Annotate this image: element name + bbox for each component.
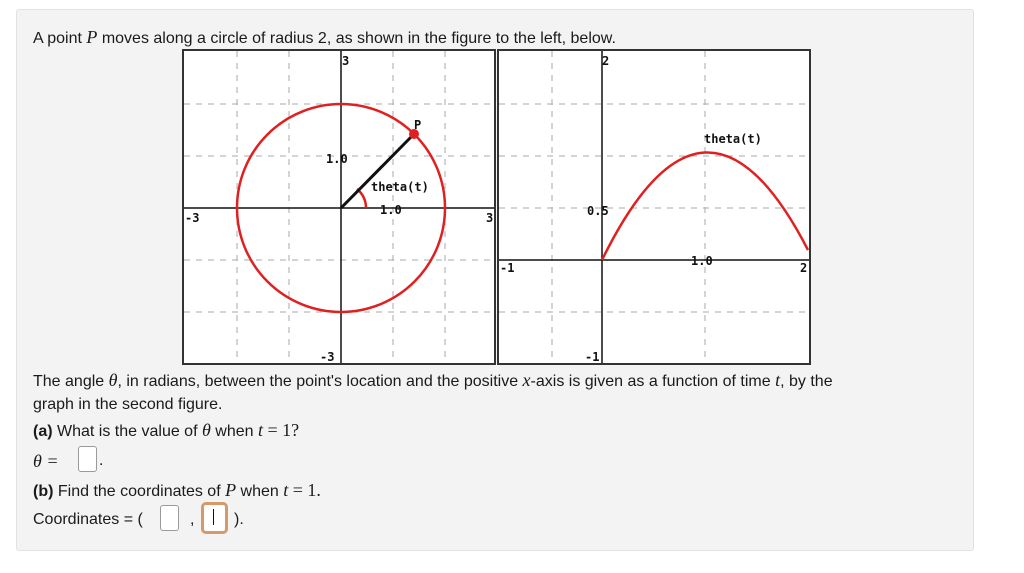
theta-graph-svg	[499, 51, 809, 363]
label-tick-y: 1.0	[326, 152, 348, 166]
coordinates-label: Coordinates = (	[33, 511, 143, 528]
label2-tick-x: 1.0	[691, 254, 713, 268]
label-angle: theta(t)	[371, 180, 429, 194]
label2-xright: 2	[800, 261, 808, 275]
part-a-question: (a) What is the value of θ when t = 1?	[33, 420, 300, 440]
label2-xleft: -1	[500, 261, 515, 275]
coordinates-comma: ,	[190, 511, 195, 528]
circle-figure-svg	[184, 51, 494, 363]
label2-curve: theta(t)	[704, 132, 762, 146]
label-xright: 3	[486, 211, 494, 225]
label-tick-x: 1.0	[380, 203, 402, 217]
circle-figure	[182, 49, 496, 365]
label-xleft: -3	[185, 211, 200, 225]
label-ybottom: -3	[320, 350, 335, 363]
y-coordinate-input[interactable]	[201, 502, 228, 534]
label2-ytop: 2	[602, 54, 610, 68]
theta-equals-label: θ =	[33, 451, 59, 471]
description-line-1: The angle θ, in radians, between the point's location and the positive x-axis is given as a function of time t, by the	[33, 370, 833, 390]
label-ytop: 3	[342, 54, 350, 68]
label2-ybottom: -1	[585, 350, 600, 363]
label2-tick-y: 0.5	[587, 204, 609, 218]
theta-answer-input[interactable]	[78, 446, 97, 472]
radius-line	[341, 134, 414, 208]
description-line-2: graph in the second figure.	[33, 396, 223, 413]
theta-answer-period: .	[99, 452, 104, 469]
intro-text: A point P moves along a circle of radius 2, as shown in the figure to the left, below.	[33, 27, 616, 47]
coordinates-close: ).	[234, 511, 244, 528]
text-caret	[213, 509, 214, 525]
theta-graph-figure	[497, 49, 811, 365]
x-coordinate-input[interactable]	[160, 505, 179, 531]
label-point: P	[414, 118, 422, 132]
part-b-question: (b) Find the coordinates of P when t = 1.	[33, 480, 321, 500]
